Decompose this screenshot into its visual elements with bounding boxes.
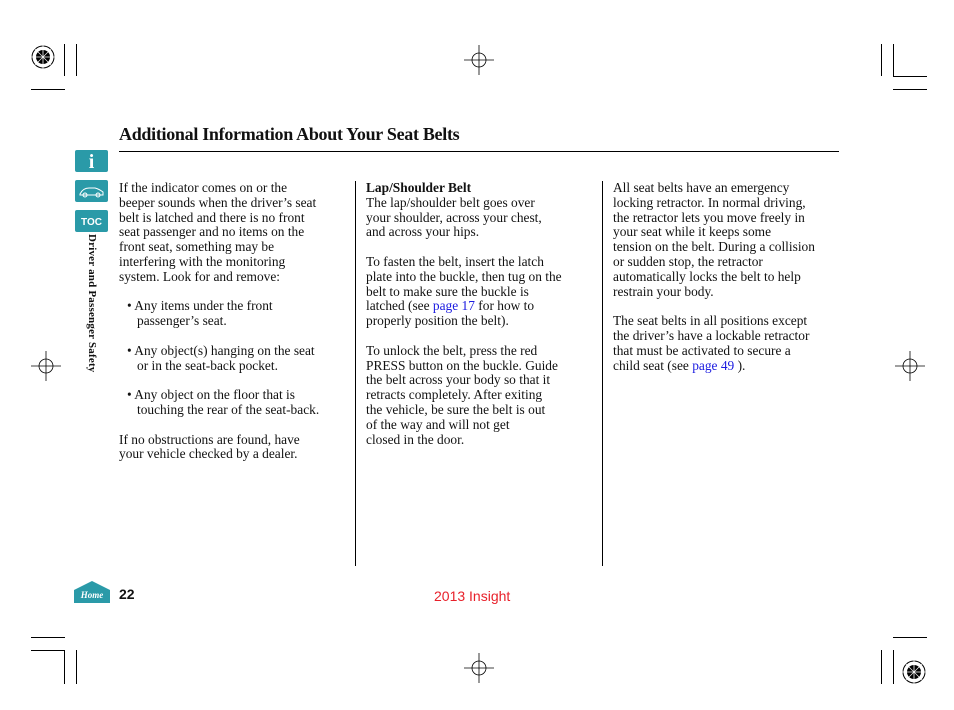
- text-line: All seat belts have an emergency: [613, 180, 790, 195]
- text-line: of the way and will not get: [366, 416, 510, 432]
- column-2: [366, 181, 562, 462]
- page-title: Additional Information About Your Seat Belts: [119, 124, 460, 144]
- text-line: or in the seat-back pocket.: [137, 357, 278, 373]
- text-line: touching the rear of the seat-back.: [137, 401, 320, 417]
- crosshair-icon: [31, 351, 61, 381]
- text-line: If no obstructions are found, have: [119, 431, 300, 447]
- text-line: the vehicle, be sure the belt is out: [366, 401, 546, 417]
- footer-model-name: 2013 Insight: [434, 588, 511, 604]
- bullet-item: [123, 344, 319, 374]
- bullet-item: [123, 299, 319, 329]
- toc-label: TOC: [81, 217, 102, 228]
- toc-icon[interactable]: [75, 210, 108, 232]
- vehicle-icon[interactable]: [75, 180, 108, 202]
- text-line: properly position the belt).: [366, 313, 509, 329]
- title-divider: [119, 151, 839, 152]
- text-line: the belt across your body so that it: [366, 372, 551, 388]
- text-line: plate into the buckle, then tug on the: [366, 268, 562, 284]
- home-label: Home: [80, 590, 104, 600]
- bullet-item: [123, 388, 319, 418]
- text-line: seat passenger and no items on the: [119, 224, 305, 240]
- home-icon[interactable]: [74, 581, 110, 603]
- text-line: PRESS button on the buckle. Guide: [366, 357, 558, 373]
- text-fragment: ).: [737, 357, 746, 373]
- text-line: closed in the door.: [366, 431, 465, 447]
- text-fragment: child seat (see: [613, 357, 693, 373]
- text-line: The lap/shoulder belt goes over: [366, 194, 535, 210]
- text-fragment: latched (see: [366, 298, 433, 314]
- belt-description-paragraph: [366, 196, 562, 240]
- text-line: the retractor lets you move freely in: [613, 209, 805, 225]
- unlock-belt-paragraph: [366, 344, 562, 448]
- crosshair-icon: [895, 351, 925, 381]
- text-line: your shoulder, across your chest,: [366, 209, 542, 225]
- text-line: • Any object(s) hanging on the seat: [127, 342, 315, 358]
- info-label: i: [88, 151, 95, 172]
- text-line: and across your hips.: [366, 224, 480, 240]
- column-1: [119, 181, 319, 477]
- crosshair-icon: [464, 653, 494, 683]
- text-line: that must be activated to secure a: [613, 342, 791, 358]
- intro-paragraph: [119, 181, 319, 285]
- lockable-retractor-paragraph: [613, 314, 815, 373]
- retractor-paragraph: [613, 181, 815, 299]
- text-line: tension on the belt. During a collision: [613, 239, 815, 255]
- page-number: 22: [119, 586, 135, 602]
- registration-mark-icon: [899, 657, 929, 687]
- column-divider: [602, 181, 603, 566]
- text-line: beeper sounds when the driver’s seat: [119, 194, 317, 210]
- text-fragment: for how to: [474, 298, 535, 314]
- text-line: belt is latched and there is no front: [119, 209, 305, 225]
- page-49-link[interactable]: page 49: [692, 357, 738, 373]
- lap-shoulder-belt-heading: Lap/Shoulder Belt: [366, 180, 472, 195]
- text-line: belt to make sure the buckle is: [366, 283, 529, 299]
- crosshair-icon: [464, 45, 494, 75]
- text-line: the driver’s have a lockable retractor: [613, 327, 810, 343]
- text-line: To unlock the belt, press the red: [366, 342, 538, 358]
- text-line: your seat while it keeps some: [613, 224, 772, 240]
- section-label: Driver and Passenger Safety: [86, 234, 98, 373]
- outro-paragraph: [119, 433, 319, 463]
- text-line: If the indicator comes on or the: [119, 180, 288, 195]
- text-line: your vehicle checked by a dealer.: [119, 446, 298, 462]
- text-line: • Any object on the floor that is: [127, 387, 295, 403]
- text-line: locking retractor. In normal driving,: [613, 194, 806, 210]
- fasten-belt-paragraph: [366, 255, 562, 329]
- text-line: front seat, something may be: [119, 239, 275, 255]
- text-line: retracts completely. After exiting: [366, 387, 543, 403]
- page-17-link[interactable]: page 17: [432, 298, 475, 314]
- info-icon[interactable]: [75, 150, 108, 172]
- text-line: interfering with the monitoring: [119, 253, 286, 269]
- column-divider: [355, 181, 356, 566]
- text-line: restrain your body.: [613, 283, 714, 299]
- text-line: system. Look for and remove:: [119, 268, 281, 284]
- text-line: automatically locks the belt to help: [613, 268, 801, 284]
- registration-mark-icon: [28, 42, 58, 72]
- text-line: • Any items under the front: [127, 298, 273, 314]
- text-line: To fasten the belt, insert the latch: [366, 253, 544, 269]
- text-line: passenger’s seat.: [137, 313, 227, 329]
- column-3: [613, 181, 815, 388]
- text-line: or sudden stop, the retractor: [613, 253, 763, 269]
- text-line: The seat belts in all positions except: [613, 313, 808, 329]
